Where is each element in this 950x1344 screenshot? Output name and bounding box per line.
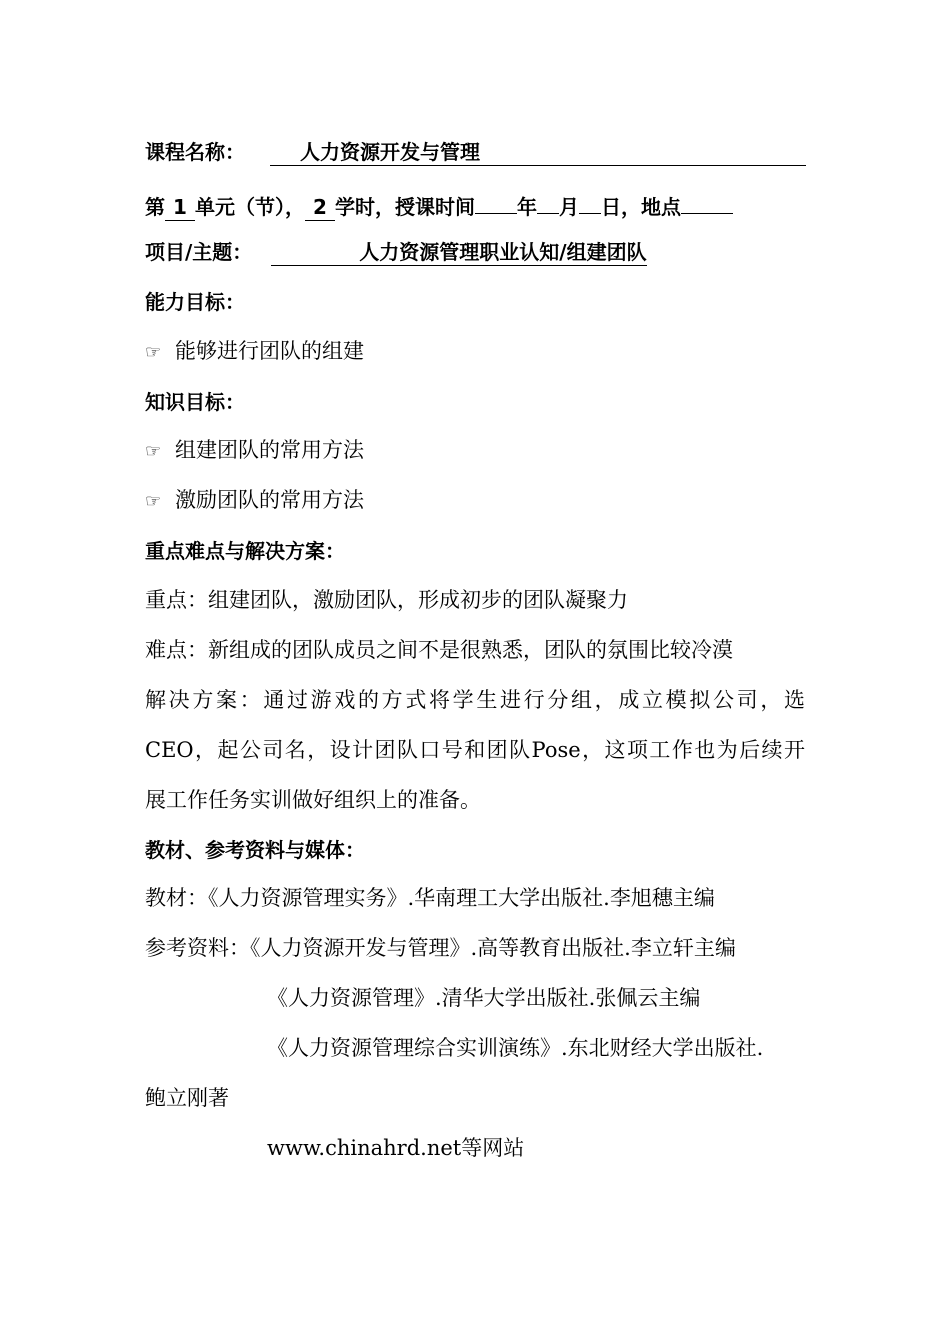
place-blank — [681, 188, 733, 214]
knowledge-item-text: 激励团队的常用方法 — [175, 488, 364, 512]
materials-heading: 教材、参考资料与媒体： — [145, 838, 365, 862]
difficulty-text: 难点：新组成的团队成员之间不是很熟悉，团队的氛围比较冷漠 — [145, 638, 733, 662]
solution-line-1-wrap — [145, 686, 805, 714]
keypoints-heading: 重点难点与解决方案： — [145, 539, 345, 563]
solution-line-2-wrap — [145, 736, 805, 764]
topic-field — [271, 240, 646, 266]
day-label: 日，地点 — [601, 195, 681, 219]
year-blank — [475, 188, 517, 214]
topic-row — [145, 238, 647, 266]
knowledge-item-text: 组建团队的常用方法 — [175, 438, 364, 462]
month-label: 月 — [559, 195, 579, 219]
course-name-row — [145, 138, 806, 166]
reference-item: 《人力资源开发与管理》.高等教育出版社.李立轩主编 — [250, 936, 736, 960]
textbook-text: 教材：《人力资源管理实务》.华南理工大学出版社.李旭穗主编 — [145, 886, 715, 910]
topic-label: 项目/主题： — [145, 240, 253, 264]
topic-value: 人力资源管理职业认知/组建团队 — [359, 240, 647, 264]
month-blank — [537, 188, 559, 214]
ability-item — [145, 337, 364, 367]
focus-text: 重点：组建团队，激励团队，形成初步的团队凝聚力 — [145, 588, 628, 612]
ability-heading: 能力目标： — [145, 290, 245, 314]
knowledge-heading: 知识目标： — [145, 390, 245, 414]
unit-number-field — [165, 195, 195, 221]
unit-number: 1 — [173, 195, 187, 219]
day-blank — [579, 188, 601, 214]
hours-label: 学时，授课时间 — [335, 195, 475, 219]
reference-label: 参考资料： — [145, 936, 250, 960]
solution-line-2: CEO，起公司名，设计团队口号和团队Pose，这项工作也为后续开 — [145, 738, 805, 762]
hours-number-field — [305, 195, 335, 221]
reference-item: 《人力资源管理》.清华大学出版社.张佩云主编 — [267, 986, 701, 1010]
course-name-label: 课程名称： — [145, 140, 245, 164]
unit-label: 单元（节）， — [195, 195, 305, 219]
pointing-hand-icon: ☞ — [145, 441, 162, 462]
solution-line-1: 解决方案：通过游戏的方式将学生进行分组，成立模拟公司，选 — [145, 688, 805, 712]
website-text: www.chinahrd.net等网站 — [267, 1136, 525, 1160]
schedule-row — [145, 188, 733, 221]
pointing-hand-icon: ☞ — [145, 342, 162, 363]
ability-item-text: 能够进行团队的组建 — [175, 339, 364, 363]
course-name-value: 人力资源开发与管理 — [299, 140, 480, 164]
knowledge-item — [145, 436, 364, 466]
hours-number: 2 — [313, 195, 327, 219]
reference-item: 《人力资源管理综合实训演练》.东北财经大学出版社. — [267, 1036, 764, 1060]
course-name-field — [270, 140, 806, 166]
solution-line-3: 展工作任务实训做好组织上的准备。 — [145, 788, 481, 812]
reference-row — [145, 934, 736, 962]
unit-prefix: 第 — [145, 195, 165, 219]
year-label: 年 — [517, 195, 537, 219]
pointing-hand-icon: ☞ — [145, 491, 162, 512]
knowledge-item — [145, 486, 364, 516]
reference-author: 鲍立刚著 — [145, 1086, 229, 1110]
